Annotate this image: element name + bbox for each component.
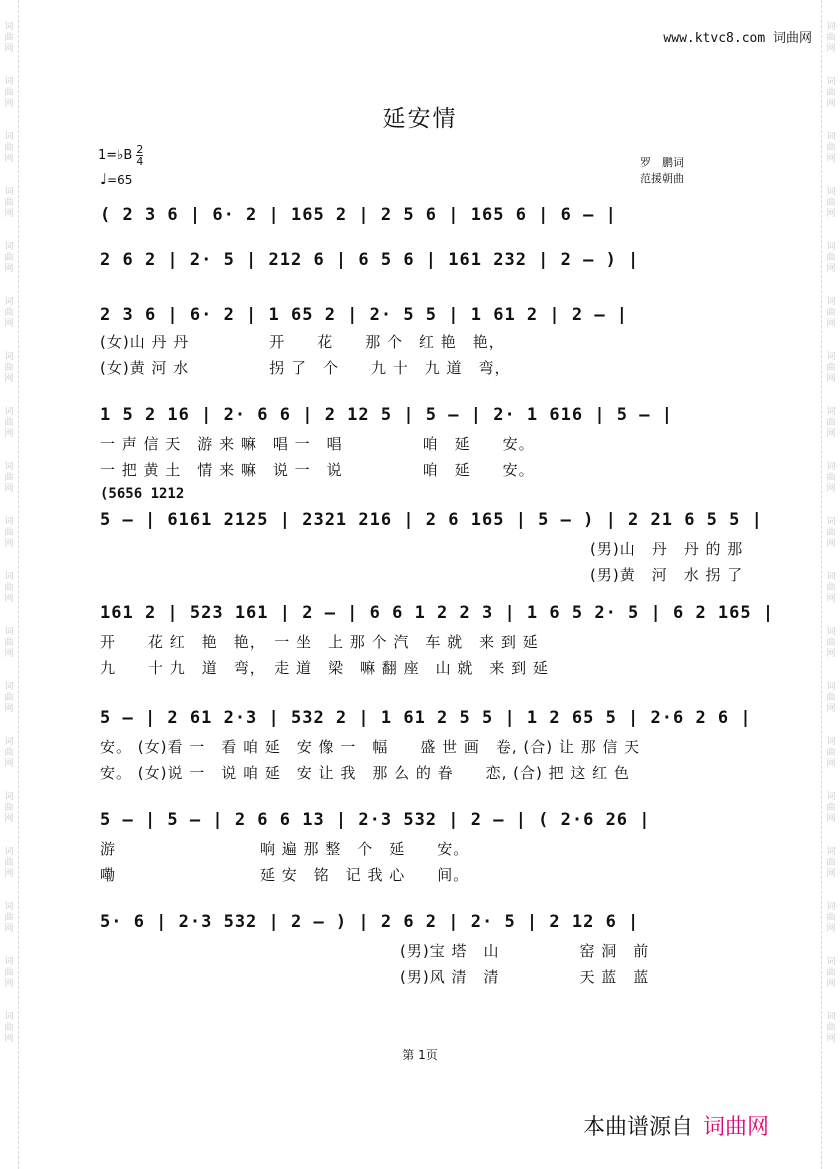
watermark-text: 词曲网: [826, 242, 836, 274]
watermark-text: 词曲网: [4, 737, 14, 769]
lyric-verse-1: (男)宝 塔 山 窑 洞 前: [400, 942, 650, 960]
composer: 范援朝曲: [640, 172, 684, 185]
watermark-text: 词曲网: [4, 682, 14, 714]
watermark-text: 词曲网: [4, 297, 14, 329]
watermark-text: 词曲网: [4, 517, 14, 549]
quarter-note-icon: ♩: [100, 170, 108, 188]
source-brand[interactable]: 词曲网: [703, 1115, 770, 1140]
notation-line: 1 5 2 16 | 2· 6 6 | 2 12 5 | 5 – | 2· 1 616 | 5 – |: [100, 405, 673, 425]
page-number: 第 1页: [402, 1048, 438, 1062]
watermark-text: 词曲网: [826, 352, 836, 384]
watermark-text: 词曲网: [4, 1012, 14, 1044]
watermark-text: 词曲网: [826, 1012, 836, 1044]
watermark-text: 词曲网: [4, 77, 14, 109]
watermark-column-left: [0, 0, 19, 1169]
watermark-text: 词曲网: [826, 572, 836, 604]
lyric-verse-1: 一 声 信 天 游 来 嘛 唱 一 唱 咱 延 安。: [100, 435, 535, 453]
watermark-text: 词曲网: [4, 572, 14, 604]
source-label: 本曲谱源自: [583, 1115, 694, 1140]
notation-line: 5 – | 6161 2125 | 2321 216 | 2 6 165 | 5 – ) | 2 21 6 5 5 |: [100, 510, 763, 530]
watermark-text: 词曲网: [4, 242, 14, 274]
lyric-verse-2: 一 把 黄 土 情 来 嘛 说 一 说 咱 延 安。: [100, 461, 535, 479]
watermark-text: 词曲网: [4, 22, 14, 54]
lyric-verse-1: (男)山 丹 丹 的 那: [590, 540, 744, 558]
watermark-text: 词曲网: [826, 792, 836, 824]
watermark-column-right: [821, 0, 840, 1169]
watermark-text: 词曲网: [4, 407, 14, 439]
time-signature: [136, 144, 143, 167]
song-title: 延安情: [382, 106, 458, 132]
watermark-text: 词曲网: [826, 132, 836, 164]
notation-line: 161 2 | 523 161 | 2 – | 6 6 1 2 2 3 | 1 6 5 2· 5 | 6 2 165 |: [100, 603, 775, 623]
notation-line: 2 3 6 | 6· 2 | 1 65 2 | 2· 5 5 | 1 61 2 | 2 – |: [100, 305, 629, 325]
lyric-verse-1: 安。 (女)看 一 看 咱 延 安 像 一 幅 盛 世 画 卷, (合) 让 那 信 天: [100, 738, 641, 756]
watermark-text: 词曲网: [4, 792, 14, 824]
lyric-verse-2: 安。 (女)说 一 说 咱 延 安 让 我 那 么 的 眷 恋, (合) 把 这 红 色: [100, 764, 630, 782]
lyric-verse-2: (男)风 清 清 天 蓝 蓝: [400, 968, 650, 986]
key-prefix: 1=: [98, 148, 118, 163]
watermark-text: 词曲网: [4, 902, 14, 934]
lyric-verse-2: (男)黄 河 水 拐 了: [590, 566, 744, 584]
watermark-text: 词曲网: [4, 352, 14, 384]
lyric-verse-2: 九 十 九 道 弯， 走 道 梁 嘛 翻 座 山 就 来 到 延: [100, 659, 549, 677]
lyric-verse-1: 开 花 红 艳 艳， 一 坐 上 那 个 汽 车 就 来 到 延: [100, 633, 539, 651]
notation-line: 5 – | 2 61 2·3 | 532 2 | 1 61 2 5 5 | 1 2 65 5 | 2·6 2 6 |: [100, 708, 752, 728]
watermark-text: 词曲网: [826, 902, 836, 934]
watermark-text: 词曲网: [826, 517, 836, 549]
watermark-text: 词曲网: [4, 847, 14, 879]
notation-line: ( 2 3 6 | 6· 2 | 165 2 | 2 5 6 | 165 6 | 6 – |: [100, 205, 617, 225]
lyric-verse-1: (女)山 丹 丹 开 花 那 个 红 艳 艳，: [100, 333, 505, 351]
grace-notes: (5656 1212: [100, 486, 185, 502]
key-letter: B: [123, 148, 133, 163]
watermark-text: 词曲网: [4, 132, 14, 164]
source-credit[interactable]: [583, 1110, 769, 1141]
site-header[interactable]: www.ktvc8.com 词曲网: [663, 31, 812, 46]
tempo-value: =65: [107, 173, 133, 187]
watermark-text: 词曲网: [4, 187, 14, 219]
lyric-verse-1: 游 响 遍 那 整 个 延 安。: [100, 840, 470, 858]
watermark-text: 词曲网: [826, 682, 836, 714]
flat-sign: ♭: [117, 148, 124, 163]
tempo-mark: [100, 170, 132, 188]
watermark-text: 词曲网: [826, 737, 836, 769]
watermark-text: 词曲网: [826, 297, 836, 329]
watermark-text: 词曲网: [826, 187, 836, 219]
watermark-text: 词曲网: [4, 462, 14, 494]
watermark-text: 词曲网: [826, 22, 836, 54]
key-signature: [98, 144, 143, 167]
lyric-verse-2: (女)黄 河 水 拐 了 个 九 十 九 道 弯，: [100, 359, 511, 377]
notation-line: 2 6 2 | 2· 5 | 212 6 | 6 5 6 | 161 232 | 2 – ) |: [100, 250, 640, 270]
watermark-text: 词曲网: [4, 627, 14, 659]
watermark-text: 词曲网: [826, 77, 836, 109]
lyricist: 罗 鹏词: [640, 156, 684, 169]
watermark-text: 词曲网: [826, 957, 836, 989]
watermark-text: 词曲网: [826, 407, 836, 439]
time-bottom: 4: [136, 155, 144, 168]
watermark-text: 词曲网: [826, 627, 836, 659]
notation-line: 5· 6 | 2·3 532 | 2 – ) | 2 6 2 | 2· 5 | 2 12 6 |: [100, 912, 640, 932]
watermark-text: 词曲网: [826, 462, 836, 494]
lyric-verse-2: 嘞 延 安 铭 记 我 心 间。: [100, 866, 470, 884]
watermark-text: 词曲网: [4, 957, 14, 989]
time-top: 2: [136, 143, 144, 156]
watermark-text: 词曲网: [826, 847, 836, 879]
notation-line: 5 – | 5 – | 2 6 6 13 | 2·3 532 | 2 – | ( 2·6 26 |: [100, 810, 651, 830]
